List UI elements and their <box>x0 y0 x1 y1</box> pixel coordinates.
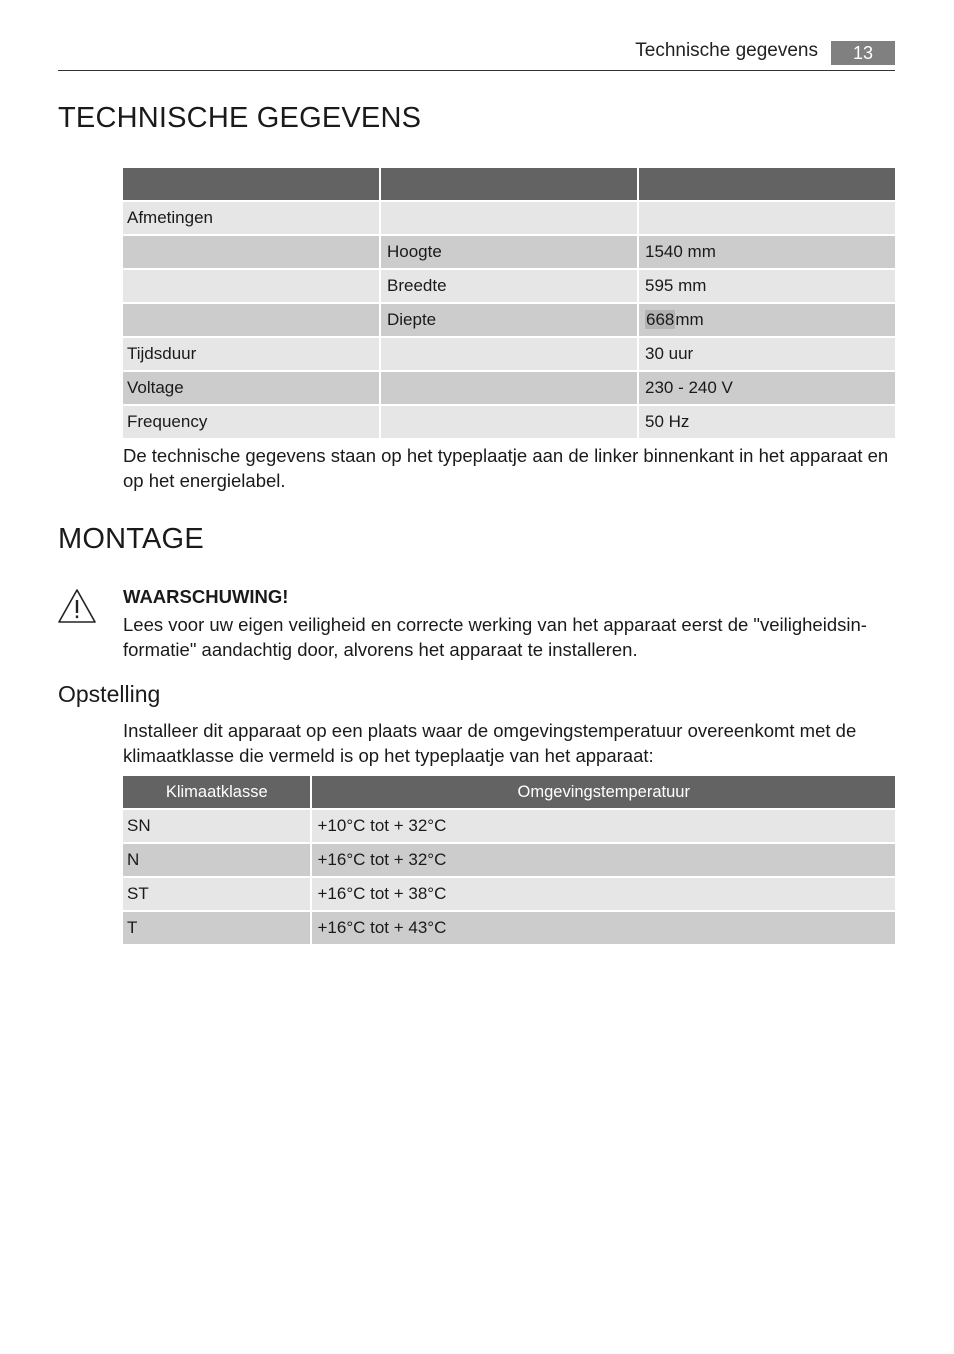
climate-class-cell: N <box>123 844 310 876</box>
spec-label <box>123 304 379 336</box>
warning-text: Lees voor uw eigen veiligheid en correcte werking van het apparaat eerst de "veiligheidsin-formatie" aandachtig door, alvorens het apparaat te installeren. <box>123 614 867 660</box>
table-header-cell <box>123 168 379 200</box>
spec-value: 595 mm <box>639 270 895 302</box>
table-header-cell <box>381 168 637 200</box>
temperature-cell: +16°C tot + 38°C <box>312 878 895 910</box>
table-row <box>123 202 895 234</box>
temperature-cell: +10°C tot + 32°C <box>312 810 895 842</box>
subheading-opstelling: Opstelling <box>58 681 161 707</box>
spec-sub: Diepte <box>381 304 637 336</box>
installation-intro: Installeer dit apparaat op een plaats waar de omgevingstemperatuur overeenkomt met de klimaatklasse die vermeld is op het typeplaatje van het apparaat: <box>123 720 857 766</box>
table-row <box>123 912 895 944</box>
table-row <box>123 236 895 268</box>
table-row <box>123 372 895 404</box>
spec-value: 1540 mm <box>639 236 895 268</box>
value-unit: mm <box>675 310 704 329</box>
section-heading-montage: MONTAGE <box>58 523 204 555</box>
spec-value: 30 uur <box>639 338 895 370</box>
table-row <box>123 304 895 336</box>
spec-sub: Hoogte <box>381 236 637 268</box>
spec-sub <box>381 338 637 370</box>
table-row <box>123 878 895 910</box>
climate-class-cell: ST <box>123 878 310 910</box>
header-divider <box>58 70 895 71</box>
temperature-cell: +16°C tot + 32°C <box>312 844 895 876</box>
specs-note: De technische gegevens staan op het typeplaatje aan de linker binnenkant in het apparaat en op het energielabel. <box>123 445 889 491</box>
table-row <box>123 844 895 876</box>
spec-label: Tijdsduur <box>123 338 379 370</box>
column-header-ambient-temp: Omgevingstemperatuur <box>312 776 895 808</box>
table-row <box>123 810 895 842</box>
temperature-cell: +16°C tot + 43°C <box>312 912 895 944</box>
spec-label <box>123 236 379 268</box>
climate-class-cell: SN <box>123 810 310 842</box>
column-header-climate-class: Klimaatklasse <box>123 776 310 808</box>
page-number: 13 <box>831 41 895 65</box>
spec-sub: Breedte <box>381 270 637 302</box>
warning-triangle-icon <box>57 588 97 624</box>
climate-class-cell: T <box>123 912 310 944</box>
spec-label <box>123 270 379 302</box>
climate-class-table <box>121 774 897 946</box>
spec-label: Afmetingen <box>123 202 379 234</box>
spec-value <box>639 202 895 234</box>
technical-specs-table <box>121 166 897 440</box>
table-header-row <box>123 776 895 808</box>
table-row <box>123 338 895 370</box>
table-row <box>123 270 895 302</box>
spec-sub <box>381 372 637 404</box>
spec-value: 50 Hz <box>639 406 895 438</box>
table-header-row <box>123 168 895 200</box>
spec-label: Voltage <box>123 372 379 404</box>
running-header-title: Technische gegevens <box>635 40 818 61</box>
section-heading-technical: TECHNISCHE GEGEVENS <box>58 102 422 134</box>
table-header-cell <box>639 168 895 200</box>
spec-sub <box>381 406 637 438</box>
spec-value: 230 - 240 V <box>639 372 895 404</box>
table-row <box>123 406 895 438</box>
spec-sub <box>381 202 637 234</box>
spec-label: Frequency <box>123 406 379 438</box>
spec-value <box>639 304 895 336</box>
highlighted-value: 668 <box>646 310 675 329</box>
warning-title: WAARSCHUWING! <box>123 586 289 607</box>
